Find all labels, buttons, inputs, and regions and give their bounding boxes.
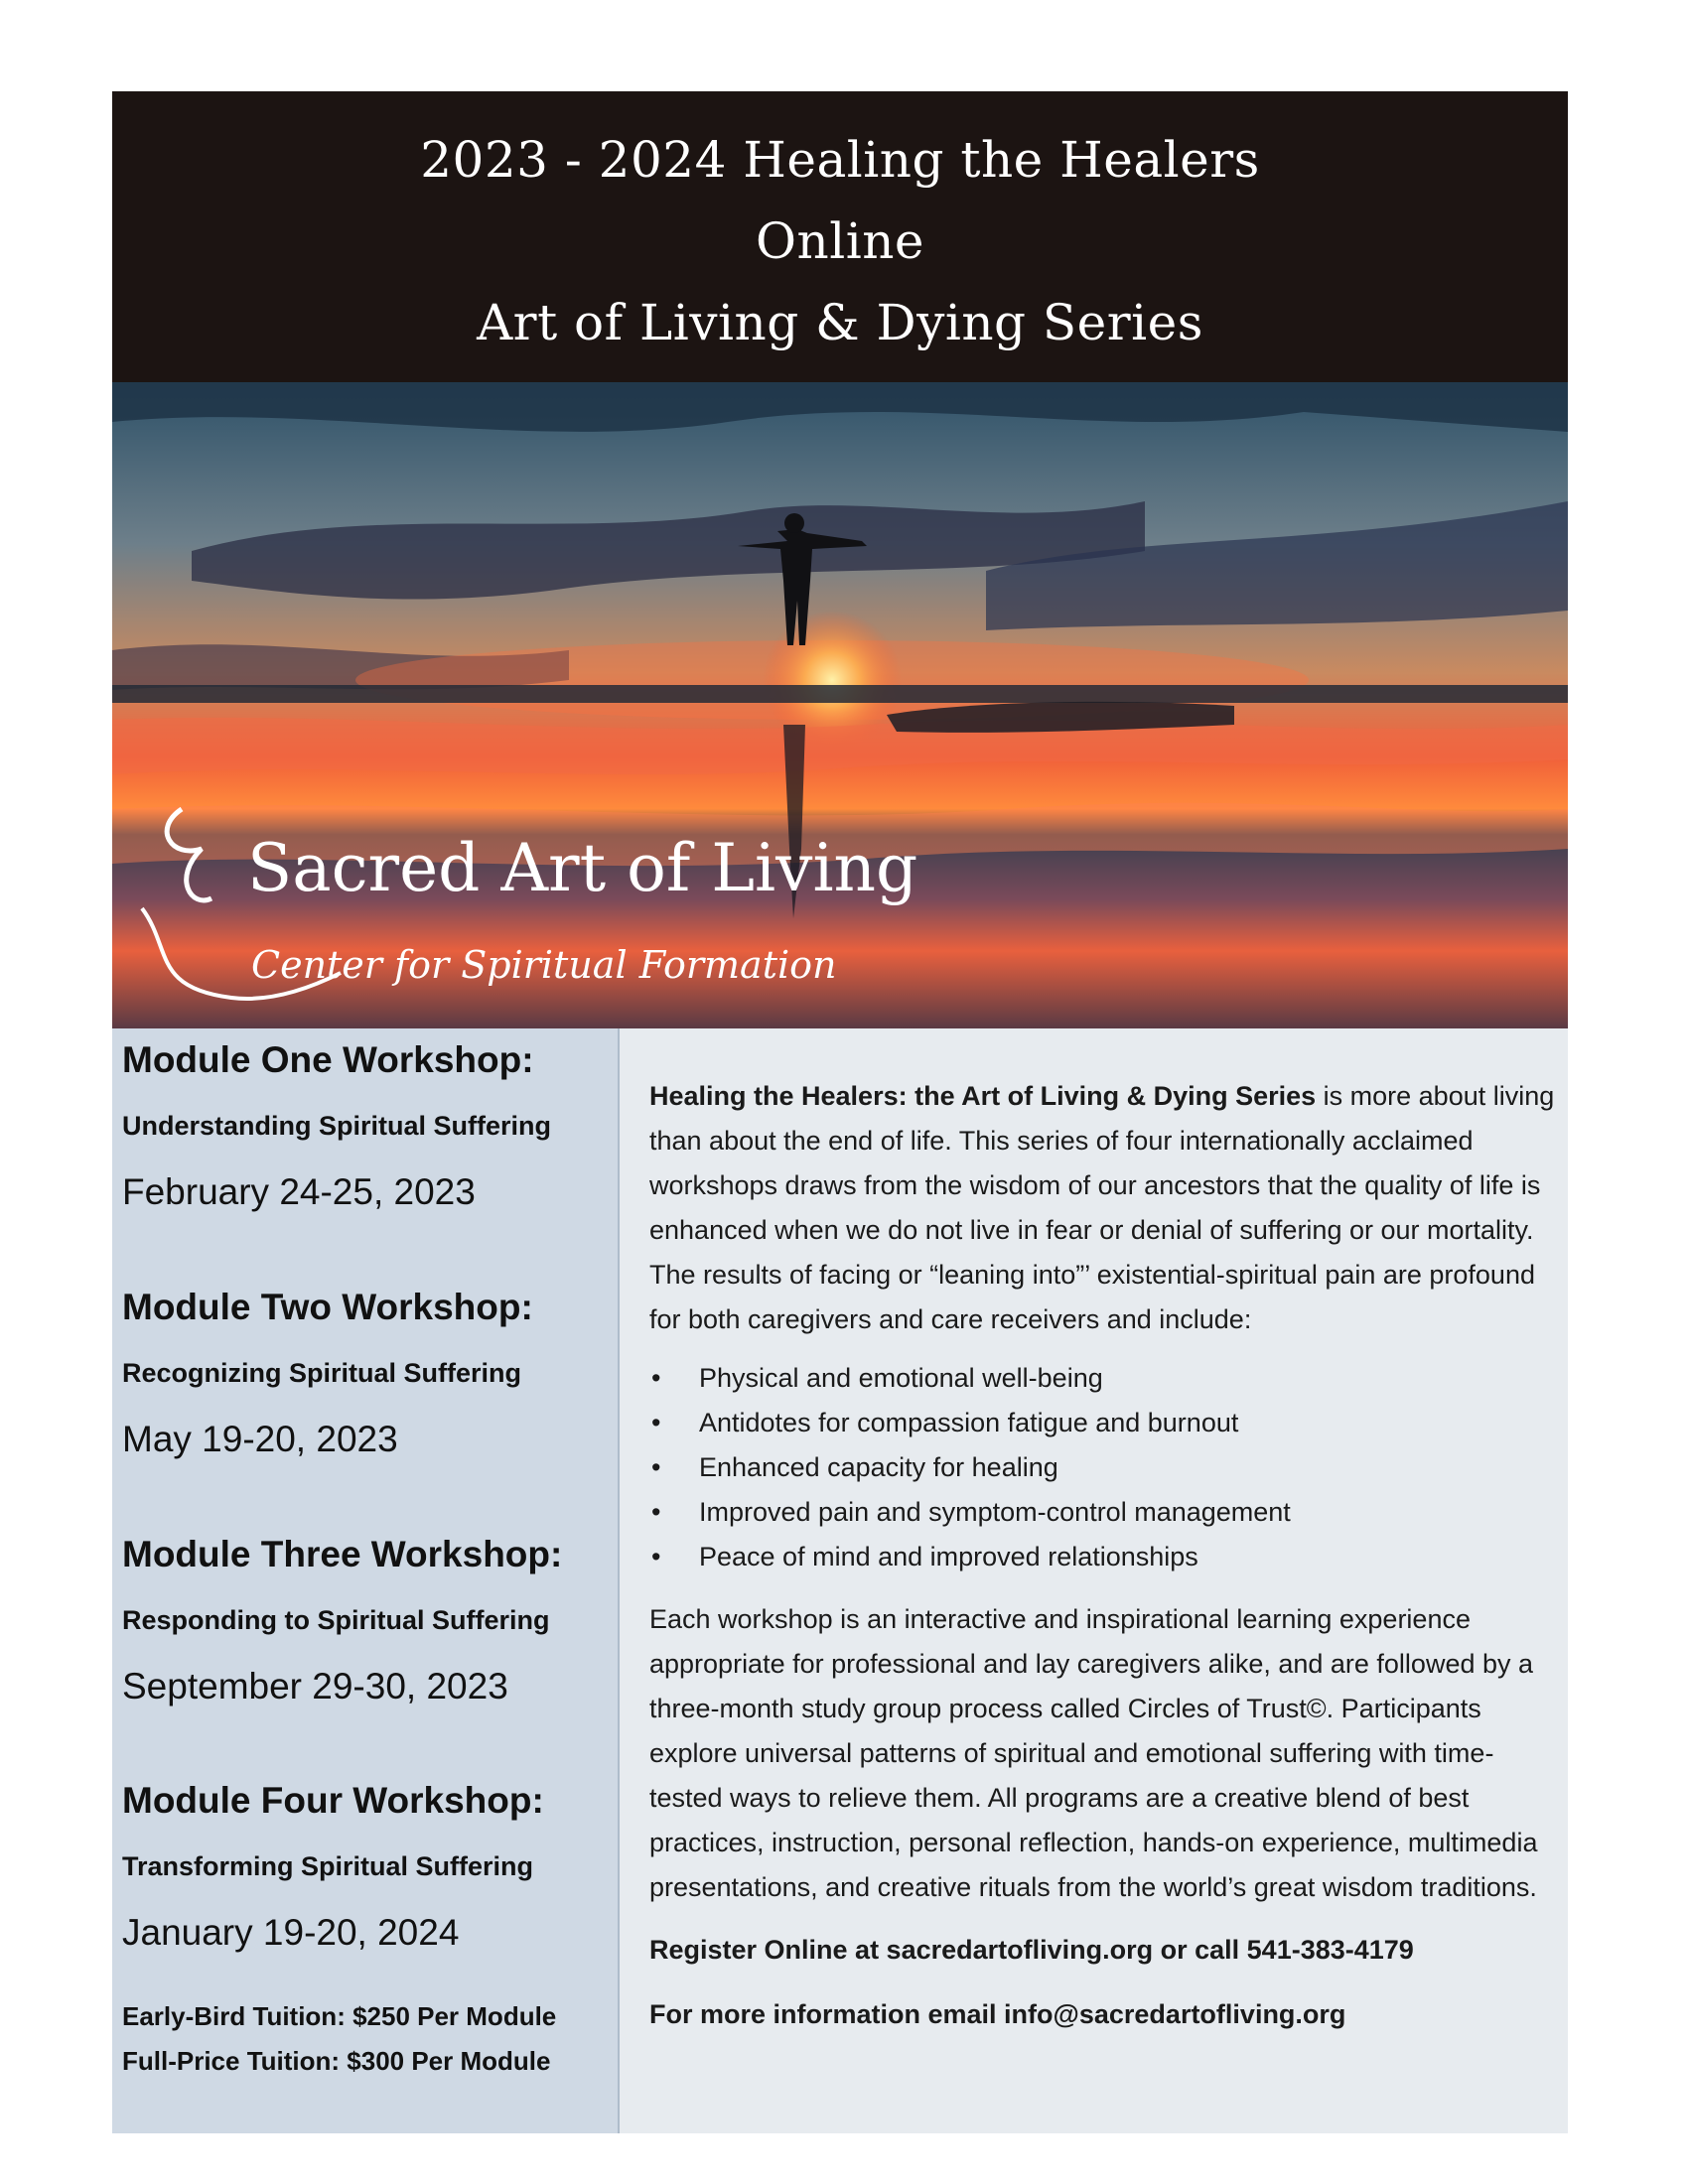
series-name-bold: Healing the Healers: the Art of Living & Dying Series bbox=[649, 1081, 1317, 1111]
list-item: • Peace of mind and improved relationships bbox=[649, 1535, 1558, 1579]
list-item: • Improved pain and symptom-control management bbox=[649, 1490, 1558, 1535]
list-item: • Enhanced capacity for healing bbox=[649, 1445, 1558, 1490]
module-two bbox=[122, 1286, 614, 1461]
logo-name: Sacred Art of Living bbox=[247, 830, 918, 906]
bullet-icon: • bbox=[651, 1497, 661, 1527]
early-bird-tuition: Early-Bird Tuition: $250 Per Module bbox=[122, 2001, 557, 2031]
bullet-icon: • bbox=[651, 1452, 661, 1482]
module-two-date: May 19-20, 2023 bbox=[122, 1419, 398, 1459]
benefits-list bbox=[649, 1356, 1558, 1579]
module-schedule-column bbox=[112, 1028, 620, 2133]
title-banner bbox=[112, 91, 1568, 382]
logo-tagline: Center for Spiritual Formation bbox=[251, 943, 837, 987]
module-one bbox=[122, 1038, 614, 1214]
bullet-icon: • bbox=[651, 1363, 661, 1393]
series-title: 2023 - 2024 Healing the Healers bbox=[420, 131, 1260, 189]
register-line: Register Online at sacredartofliving.org or call 541-383-4179 bbox=[649, 1935, 1414, 1965]
module-four-subtitle: Transforming Spiritual Suffering bbox=[122, 1851, 534, 1881]
module-four-title: Module Four Workshop: bbox=[122, 1780, 544, 1821]
series-format: Online bbox=[756, 212, 924, 270]
module-one-title: Module One Workshop: bbox=[122, 1039, 534, 1080]
workshop-paragraph: Each workshop is an interactive and inspirational learning experience appropriate for professional and lay caregivers alike, and are followed by a three-month study group process called Circles of Trust©. Participants explore universal patterns of spiritual and emotional suffering with time-tested ways to relieve them. All programs are a creative blend of best practices, instruction, personal reflection, hands-on experience, multimedia presentations, and creative rituals from the world’s great wisdom traditions. bbox=[649, 1604, 1538, 1902]
list-item: • Antidotes for compassion fatigue and burnout bbox=[649, 1401, 1558, 1445]
intro-text: is more about living than about the end of life. This series of four internationally acclaimed workshops draws from the wisdom of our ancestors that the quality of life is enhanced when we do not live in fear or denial of suffering or our mortality. The results of facing or “leaning into”’ existential-spiritual pain are profound for both caregivers and care receivers and include: bbox=[649, 1081, 1555, 1334]
series-subtitle: Art of Living & Dying Series bbox=[477, 294, 1203, 351]
list-item: • Physical and emotional well-being bbox=[649, 1356, 1558, 1401]
sunset-beach-photo bbox=[112, 382, 1568, 1028]
module-three bbox=[122, 1533, 614, 1708]
module-one-subtitle: Understanding Spiritual Suffering bbox=[122, 1111, 552, 1141]
info-email-line: For more information email info@sacredartofliving.org bbox=[649, 1999, 1346, 2029]
bullet-icon: • bbox=[651, 1542, 661, 1571]
module-three-subtitle: Responding to Spiritual Suffering bbox=[122, 1605, 550, 1635]
description-column bbox=[620, 1028, 1568, 2133]
sacred-art-of-living-logo bbox=[142, 809, 917, 999]
module-four-date: January 19-20, 2024 bbox=[122, 1912, 460, 1953]
module-two-title: Module Two Workshop: bbox=[122, 1287, 533, 1327]
module-two-subtitle: Recognizing Spiritual Suffering bbox=[122, 1358, 522, 1388]
tuition-info bbox=[122, 1994, 556, 2084]
intro-paragraph bbox=[649, 1074, 1558, 1342]
full-price-tuition: Full-Price Tuition: $300 Per Module bbox=[122, 2046, 551, 2076]
module-four bbox=[122, 1779, 614, 1955]
module-one-date: February 24-25, 2023 bbox=[122, 1171, 476, 1212]
flyer bbox=[112, 91, 1568, 2133]
module-three-date: September 29-30, 2023 bbox=[122, 1666, 508, 1706]
bullet-icon: • bbox=[651, 1408, 661, 1437]
module-three-title: Module Three Workshop: bbox=[122, 1534, 563, 1574]
